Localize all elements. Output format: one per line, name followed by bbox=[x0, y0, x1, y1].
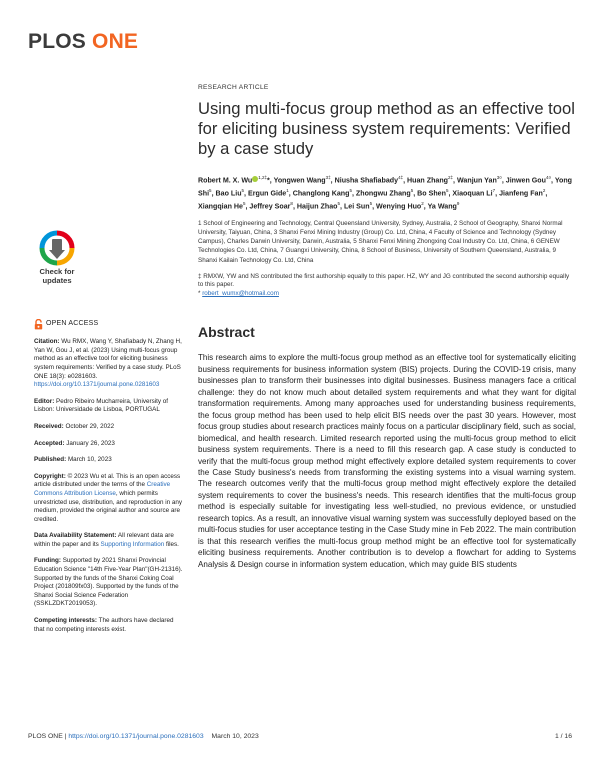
author-name[interactable]: Yong Shi bbox=[198, 176, 573, 198]
data-availability-text: All relevant data are within the paper and its bbox=[34, 532, 174, 548]
author-affiliation-marker: 5 bbox=[445, 188, 449, 194]
author-separator: , bbox=[330, 176, 335, 185]
author-affiliation-marker: 5 bbox=[241, 188, 245, 194]
abstract-text: This research aims to explore the multi-focus group method as an effective tool for systematically eliciting business requirements for business information system (BIS) projects. During the COVID-19 crisis, many businesses plan to transform their businesses into digital businesses. Business managers face a critical challenge: they do not know much about detailed system requirements and what they want for digital transformation requirements. Among many approaches used for understanding business requirements, the focus group method has been used to help elicit BIS needs over the past 30 years. However, most focus group studies about research practices mainly focus on a particular disciplinary field, such as social, biomedical, and health research. Limited research reported using the multi-focus group method to elicit business system requirements. There is a need to fill this research gap. A case study is conducted to verify that the multi-focus group method might effectively explore detailed system requirements to cover the Case Study business's needs from transforming the existing systems into a visual warning system. The research outcomes verify that the multi-focus group method might effectively explore the detailed system requirements to cover the business's needs. This research identifies that the multi-focus group method is especially suitable for investigating less well-studied, no previous evidence, or unstudied research topics. As a result, an innovative visual warning system was successfully deployed based on the multi-focus studies for user acceptance testing in the Case Study mine in Feb 2022. The main contribution is that this research verifies the multi-focus group method might be an effective tool for systematically eliciting business requirements. Another contribution is to develop a flowchart for adding to Systems Analysis & Design course in information system education, which may guide BIS students bbox=[198, 353, 576, 569]
citation-doi-link[interactable]: https://doi.org/10.1371/journal.pone.0281603 bbox=[34, 381, 160, 389]
author-name[interactable]: Niusha Shafiabady bbox=[334, 176, 399, 185]
corresponding-email-link[interactable]: robert_wumx@hotmail.com bbox=[202, 289, 279, 297]
footer-journal: PLOS ONE bbox=[28, 733, 63, 740]
author-affiliation-marker: 5 bbox=[349, 188, 352, 194]
check-for-updates-line2: updates bbox=[42, 275, 72, 285]
author-affiliation-marker: 4‡ bbox=[398, 175, 404, 180]
author-affiliation-marker: 3‡ bbox=[325, 175, 331, 180]
author-affiliation-marker: 5 bbox=[242, 201, 246, 207]
open-access-label: OPEN ACCESS bbox=[46, 320, 99, 328]
author-name[interactable]: Changlong Kang bbox=[292, 189, 350, 198]
received-block bbox=[34, 423, 184, 432]
logo-plos: PLOS bbox=[28, 30, 86, 53]
article-sidebar bbox=[34, 230, 184, 634]
author-separator: , bbox=[413, 189, 418, 198]
author-affiliation-marker: 3¤ bbox=[496, 175, 502, 180]
copyright-label: Copyright: bbox=[34, 472, 66, 480]
accepted-label: Accepted: bbox=[34, 439, 65, 447]
data-availability-label: Data Availability Statement: bbox=[34, 532, 117, 540]
author-separator: , bbox=[403, 176, 408, 185]
author-affiliation-marker: 2 bbox=[421, 201, 424, 207]
author-affiliation-marker: 7 bbox=[492, 188, 496, 194]
author-separator: , bbox=[340, 202, 344, 211]
check-for-updates-line1: Check for bbox=[39, 267, 75, 276]
data-availability-block bbox=[34, 532, 184, 549]
author-separator: , bbox=[453, 176, 457, 185]
author-affiliation-marker: 4¤ bbox=[545, 175, 551, 180]
author-name[interactable]: Bo Shen bbox=[417, 189, 446, 198]
copyright-text: © 2023 Wu et al. This is an open access article distributed under the terms of the bbox=[34, 472, 181, 489]
accepted-date: January 26, 2023 bbox=[66, 439, 115, 447]
affiliations: 1 School of Engineering and Technology, Central Queensland University, Sydney, Australia, 2 School of Geography, Shanxi Normal University, Taiyuan, China, 3 Shanxi Fenxi Mining Industry (Group) Co. Ltd, China, 4 Faculty of Science and Technology (Sydney Campus), Charles Darwin University, Darwin, Australia, 5 Shanxi Fenxi Mining Zhongxing Coal Industry Co. Ltd, China, 6 GENEW Technologies Co. Ltd, China, 7 Guangxi University, China, 8 School of Business, University of Southern Queensland, Australia, 9 Shanxi Kailain Technology Co. Ltd, China bbox=[198, 220, 563, 264]
author-separator: *, bbox=[267, 176, 274, 185]
author-name[interactable]: Robert M. X. Wu bbox=[198, 176, 253, 185]
footer-left bbox=[28, 733, 259, 740]
copyright-block bbox=[34, 473, 184, 525]
author-separator: , bbox=[351, 189, 356, 198]
article-type: RESEARCH ARTICLE bbox=[198, 84, 269, 91]
accepted-block bbox=[34, 440, 184, 449]
author-name[interactable]: Jianfeng Fan bbox=[499, 189, 543, 198]
open-lock-icon bbox=[34, 319, 43, 330]
author-name[interactable]: Wenying Huo bbox=[376, 202, 422, 211]
author-name[interactable]: Huan Zhang bbox=[407, 176, 449, 185]
author-name[interactable]: Yongwen Wang bbox=[273, 176, 326, 185]
author-separator: , bbox=[211, 189, 216, 198]
author-separator: , bbox=[495, 189, 500, 198]
author-name[interactable]: Xiaoquan Li bbox=[452, 189, 493, 198]
check-for-updates-badge[interactable] bbox=[34, 230, 80, 285]
email-prefix: * bbox=[198, 289, 201, 297]
author-name[interactable]: Haijun Zhao bbox=[296, 202, 338, 211]
competing-interests-block bbox=[34, 617, 184, 634]
published-date: March 10, 2023 bbox=[67, 456, 112, 464]
competing-interests-label: Competing interests: bbox=[34, 617, 97, 625]
author-separator: , bbox=[288, 189, 293, 198]
author-name[interactable]: Ergun Gide bbox=[248, 189, 287, 198]
page-footer bbox=[28, 733, 572, 745]
author-notes bbox=[198, 273, 576, 299]
check-for-updates-icon bbox=[37, 230, 77, 266]
published-block bbox=[34, 456, 184, 465]
supporting-information-link[interactable]: Supporting Information bbox=[100, 540, 165, 548]
received-date: October 29, 2022 bbox=[65, 422, 115, 430]
author-separator: , bbox=[501, 176, 506, 185]
author-separator: , bbox=[545, 189, 548, 198]
author-separator: , bbox=[292, 202, 297, 211]
corresponding-email-line bbox=[198, 290, 576, 299]
citation-text: Wu RMX, Wang Y, Shafiabady N, Zhang H, Yan W, Gou J, et al. (2023) Using multi-focus group method as an effective tool for eliciting business system requirements: Verified by a case study. PLoS ONE 18(3): e0281603. bbox=[34, 338, 182, 380]
license-link[interactable]: Creative Commons Attribution License bbox=[34, 481, 171, 497]
editor-block bbox=[34, 398, 184, 415]
published-label: Published: bbox=[34, 456, 67, 464]
footer-separator: | bbox=[62, 733, 69, 740]
author-affiliation-marker: 5 bbox=[369, 201, 373, 207]
funding-text: Supported by 2021 Shanxi Provincial Education Science "14th Five-Year Plan"(GH-21316). Supported by the funds of the Shanxi Coking Coal Project (201809fx03). Supported by the funds of the Shanxi Social Science Federation (SSKLZDKT2019053). bbox=[34, 557, 183, 608]
author-affiliation-marker: 5 bbox=[410, 188, 414, 194]
footer-date: March 10, 2023 bbox=[211, 733, 259, 740]
editor-text: Pedro Ribeiro Mucharreira, University of Lisbon: Universidade de Lisboa, PORTUGAL bbox=[34, 397, 169, 414]
logo-one: ONE bbox=[92, 30, 139, 53]
author-name[interactable]: Ya Wang bbox=[427, 202, 457, 211]
author-separator: , bbox=[372, 202, 377, 211]
author-affiliation-marker: 8 bbox=[290, 201, 293, 207]
abstract-heading: Abstract bbox=[198, 324, 255, 341]
author-name[interactable]: Wanjun Yan bbox=[456, 176, 497, 185]
author-affiliation-marker: 2 bbox=[542, 188, 546, 194]
citation-label: Citation: bbox=[34, 338, 60, 346]
funding-block bbox=[34, 557, 184, 609]
author-separator: , bbox=[448, 189, 453, 198]
author-name[interactable]: Jeffrey Soar bbox=[249, 202, 291, 211]
author-list bbox=[198, 173, 576, 212]
author-separator: , bbox=[550, 176, 555, 185]
author-affiliation-marker: 9 bbox=[456, 201, 460, 207]
author-name[interactable]: Lei Sun bbox=[343, 202, 370, 211]
author-name[interactable]: Jinwen Gou bbox=[505, 176, 546, 185]
data-availability-text-end: files. bbox=[165, 540, 179, 548]
author-separator: , bbox=[244, 189, 248, 198]
author-affiliation-marker: 1,2‡ bbox=[258, 175, 268, 180]
copyright-text-end: , which permits unrestricted use, distribution, and reproduction in any medium, provided the original author and source are credited. bbox=[34, 489, 183, 523]
journal-logo[interactable] bbox=[28, 30, 138, 54]
author-affiliation-marker: 2‡ bbox=[448, 175, 454, 180]
competing-interests-text: The authors have declared that no competing interests exist. bbox=[34, 617, 174, 633]
article-main bbox=[198, 84, 576, 570]
author-affiliation-marker: 5 bbox=[337, 201, 340, 207]
author-name[interactable]: Zhongwu Zhang bbox=[355, 189, 411, 198]
author-affiliation-marker: 1 bbox=[286, 188, 289, 194]
author-affiliation-marker: 5 bbox=[209, 188, 212, 194]
editor-label: Editor: bbox=[34, 397, 55, 405]
author-name[interactable]: Xiangqian He bbox=[198, 202, 243, 211]
author-separator: , bbox=[245, 202, 250, 211]
funding-label: Funding: bbox=[34, 557, 61, 565]
received-label: Received: bbox=[34, 422, 64, 430]
author-separator: , bbox=[423, 202, 428, 211]
footer-page-number: 1 / 16 bbox=[554, 733, 572, 740]
article-title: Using multi-focus group method as an effective tool for eliciting business system requirements: Verified by a case study bbox=[198, 99, 575, 158]
open-access-badge bbox=[34, 319, 184, 330]
author-name[interactable]: Bao Liu bbox=[215, 189, 242, 198]
equal-contribution-note: ‡ RMXW, YW and NS contributed the first authorship equally to this paper. HZ, WY and JG contributed the second authorship equally to this paper. bbox=[198, 272, 570, 289]
citation-block bbox=[34, 338, 184, 390]
footer-doi-link[interactable]: https://doi.org/10.1371/journal.pone.0281603 bbox=[68, 733, 204, 740]
